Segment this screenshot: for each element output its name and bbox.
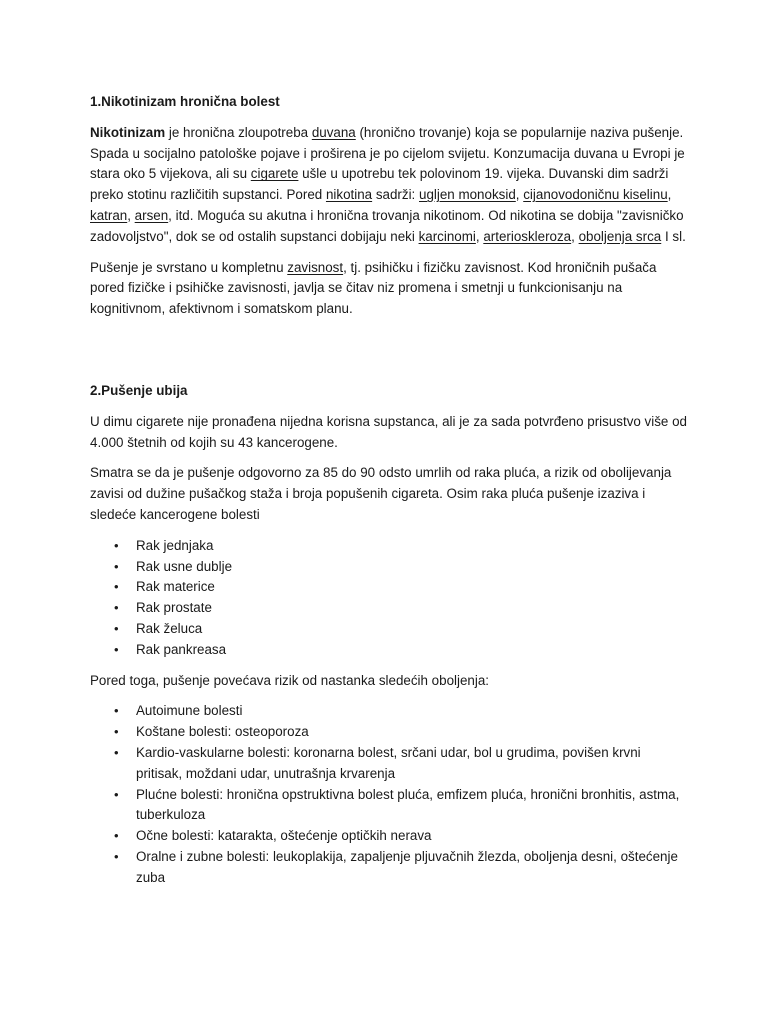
list-item: • Rak pankreasa — [90, 640, 690, 661]
link-oboljenja-srca[interactable]: oboljenja srca — [578, 228, 662, 244]
link-zavisnost[interactable]: zavisnost — [287, 259, 344, 275]
bullet-icon: • — [114, 600, 119, 616]
document-page — [90, 92, 690, 899]
bullet-icon: • — [114, 848, 119, 864]
bullet-icon: • — [114, 724, 119, 740]
cancer-list — [90, 536, 690, 661]
link-cigarete[interactable]: cigarete — [250, 166, 299, 182]
bullet-icon: • — [114, 641, 119, 657]
link-arterioskleroza[interactable]: arterioskleroza — [483, 228, 572, 244]
section-2-paragraph-3: Pored toga, pušenje povećava rizik od nastanka sledećih oboljenja: — [90, 672, 490, 688]
section-1-paragraph-1: Nikotinizam je hronična zloupotreba duvana (hronično trovanje) koja se popularnije naziva pušenje. Spada u socijalno patološke pojave i proširena je po cijelom svijetu. Konzumacija duvana u Evropi je stara oko 5 vijekova, ali su cigarete ušle u upotrebu tek polovinom 19. vijeka. Duvanski dim sadrži preko stotinu različitih supstanci. Pored nikotina sadrži: ugljen monoksid, cijanovodoničnu kiselinu, katran, arsen, itd. Moguća su akutna i hronična trovanja nikotinom. Od nikotina se dobija "zavisničko zadovoljstvo", dok se od ostalih supstanci dobijaju neki karcinomi, arterioskleroza, oboljenja srca I sl. — [90, 124, 686, 244]
bullet-icon: • — [114, 744, 119, 760]
section-2-paragraph-2: Smatra se da je pušenje odgovorno za 85 do 90 odsto umrlih od raka pluća, a rizik od obolijevanja zavisi od dužine pušačkog staža i broja popušenih cigareta. Osim raka pluća pušenje izaziva i sledeće kancerogene bolesti — [90, 465, 672, 522]
list-item: • Rak jednjaka — [90, 536, 690, 557]
link-nikotina[interactable]: nikotina — [325, 187, 373, 203]
section-2-paragraph-1: U dimu cigarete nije pronađena nijedna korisna supstanca, ali je za sada potvrđeno prisustvo više od 4.000 štetnih od kojih su 43 kancerogene. — [90, 413, 687, 450]
link-katran[interactable]: katran — [90, 207, 128, 223]
list-item: • Kardio-vaskularne bolesti: koronarna bolest, srčani udar, bol u grudima, povišen krvni pritisak, moždani udar, unutrašnja krvarenja — [114, 744, 641, 781]
list-item: • Rak želuca — [90, 619, 690, 640]
list-item: • Očne bolesti: katarakta, oštećenje optičkih nerava — [90, 826, 690, 847]
list-item: • Autoimune bolesti — [90, 701, 690, 722]
bullet-icon: • — [114, 786, 119, 802]
bullet-icon: • — [114, 703, 119, 719]
list-item: • Plućne bolesti: hronična opstruktivna bolest pluća, emfizem pluća, hronični bronhitis, astma, tuberkuloza — [114, 786, 680, 823]
bullet-icon: • — [114, 537, 119, 553]
list-item: • Oralne i zubne bolesti: leukoplakija, zapaljenje pljuvačnih žlezda, oboljenja desni, oštećenje zuba — [114, 848, 678, 885]
section-1-paragraph-2: Pušenje je svrstano u kompletnu zavisnost, tj. psihičku i fizičku zavisnost. Kod hroničnih pušača pored fizičke i psihičke zavisnosti, javlja se čitav niz promena i smetnji u funkcionisanju na kognitivnom, afektivnom i somatskom planu. — [90, 259, 657, 317]
list-item: • Rak usne dublje — [90, 557, 690, 578]
disease-list — [90, 701, 690, 888]
list-item: • Rak prostate — [90, 598, 690, 619]
link-ugljen-monoksid[interactable]: ugljen monoksid — [419, 187, 516, 203]
link-duvana[interactable]: duvana — [311, 124, 356, 140]
bullet-icon: • — [114, 558, 119, 574]
list-item: • Koštane bolesti: osteoporoza — [90, 722, 690, 743]
link-cijanovodonicna-kiselina[interactable]: cijanovodoničnu kiselinu — [523, 187, 668, 203]
bullet-icon: • — [114, 620, 119, 636]
section-1-heading: 1.Nikotinizam hronična bolest — [90, 94, 280, 109]
term-nikotinizam: Nikotinizam — [90, 124, 166, 140]
bullet-icon: • — [114, 579, 119, 595]
link-arsen[interactable]: arsen — [134, 207, 169, 223]
list-item: • Rak materice — [90, 577, 690, 598]
section-spacer — [90, 330, 690, 381]
bullet-icon: • — [114, 828, 119, 844]
link-karcinomi[interactable]: karcinomi — [418, 228, 476, 244]
section-2-heading: 2.Pušenje ubija — [90, 382, 188, 398]
